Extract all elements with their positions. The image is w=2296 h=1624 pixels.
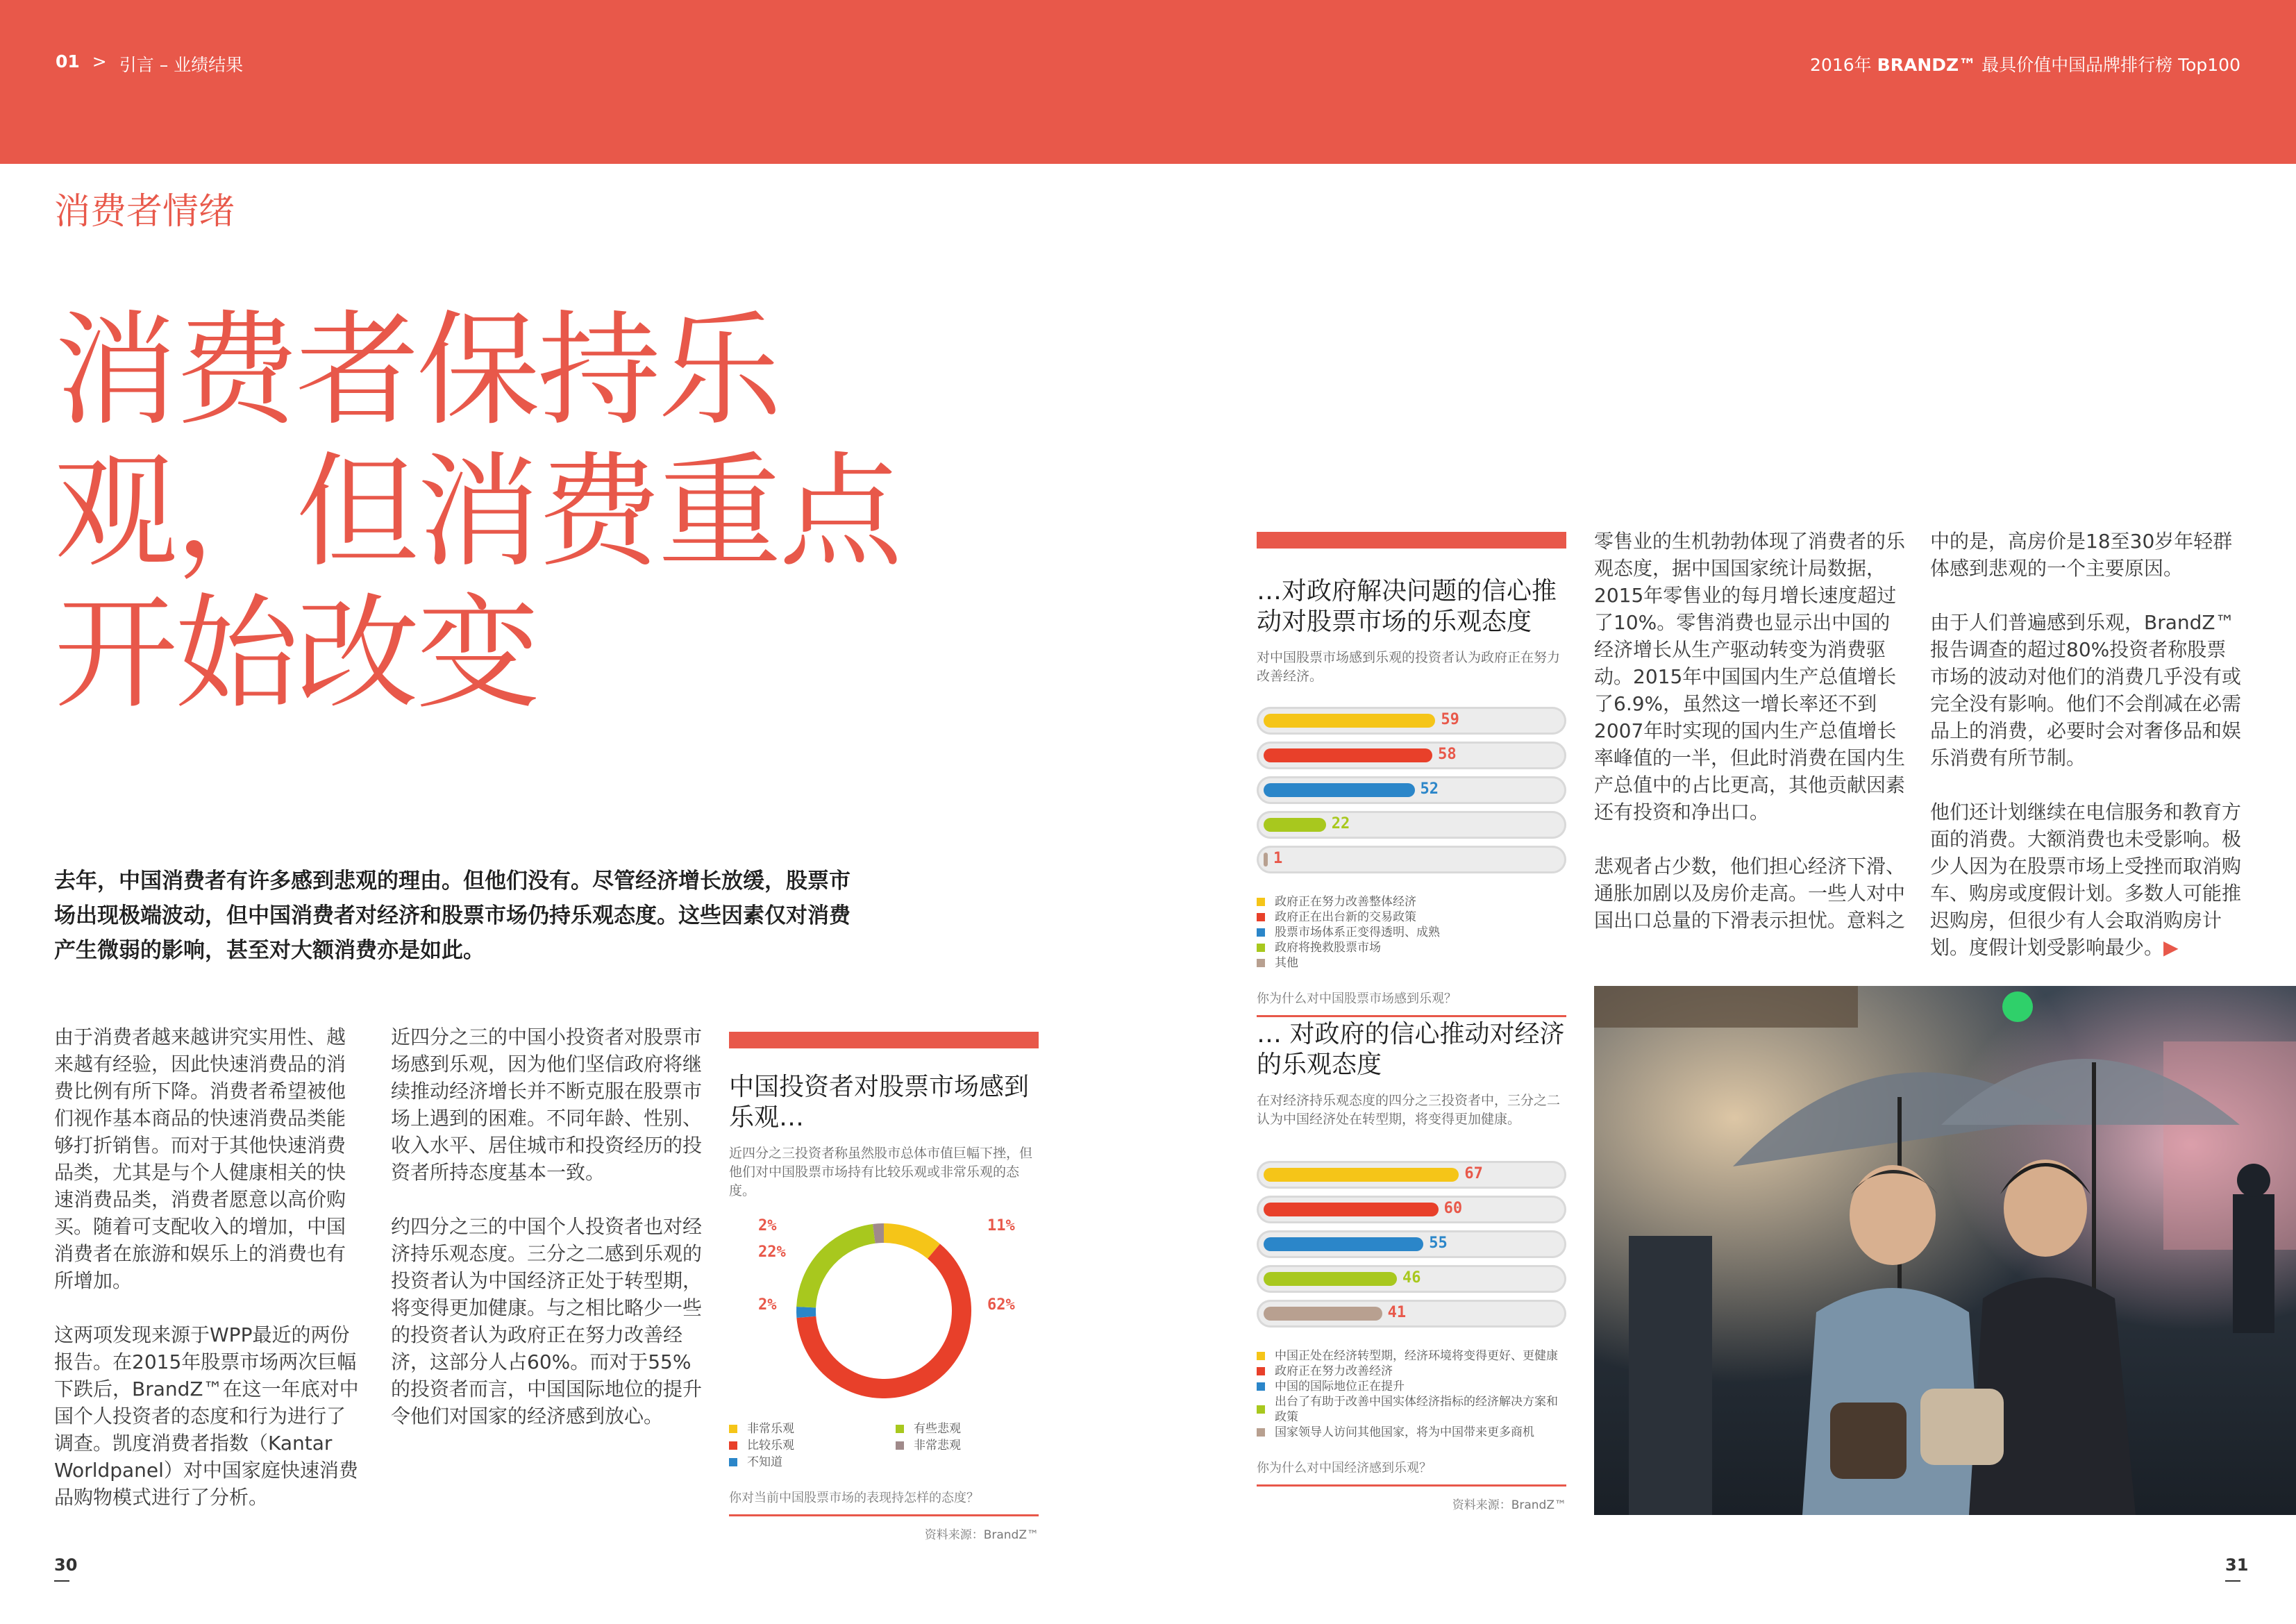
legend-swatch (729, 1425, 737, 1433)
legend-item (1257, 1425, 1566, 1440)
legend-swatch (896, 1425, 904, 1433)
donut-label: 2% (758, 1217, 777, 1234)
legend-swatch (729, 1458, 737, 1466)
bar-chart-2 (1257, 1161, 1566, 1328)
legend-swatch (729, 1441, 737, 1450)
headline (54, 300, 998, 725)
legend-swatch (1257, 1382, 1265, 1391)
donut-label: 62% (987, 1296, 1015, 1314)
legend-item (729, 1421, 896, 1437)
legend-label: 比较乐观 (747, 1439, 794, 1453)
paragraph-text: 他们还计划继续在电信服务和教育方面的消费。大额消费也未受影响。极少人因为在股票市场上受挫而取消购车、购房或度假计划。多数人可能推迟购房，但很少有人会取消购房计划。度假计划受影响最少。 (1930, 801, 2242, 959)
bar-value-label: 60 (1443, 1200, 1463, 1217)
legend-label: 股票市场体系正变得透明、成熟 (1275, 926, 1440, 939)
legend-item (1257, 955, 1566, 971)
legend-item (1257, 910, 1566, 925)
legend-label: 中国的国际地位正在提升 (1275, 1380, 1405, 1393)
bar-value-label: 52 (1420, 780, 1439, 798)
chart-source: 资料来源：BrandZ™ (1452, 1498, 1566, 1512)
body-column-3 (1594, 528, 1905, 934)
donut-slice (806, 1251, 962, 1389)
headline-line-3: 开始改变 (54, 582, 537, 726)
legend-label: 其他 (1275, 956, 1298, 970)
legend-item (1257, 1379, 1566, 1394)
legend-swatch (1257, 898, 1265, 906)
legend-swatch (1257, 1405, 1265, 1414)
legend-label: 中国正处在经济转型期，经济环境将变得更好、更健康 (1275, 1349, 1558, 1363)
bar-track (1257, 707, 1566, 735)
bar (1264, 783, 1415, 797)
headline-line-1: 消费者保持乐 (54, 299, 779, 442)
legend-item (1257, 940, 1566, 955)
bar (1264, 1168, 1459, 1182)
bar-value-label: 59 (1441, 711, 1459, 728)
legend-item (896, 1438, 1034, 1453)
chart-title: 中国投资者对股票市场感到乐观… (729, 1073, 1030, 1132)
chart-source: 资料来源：BrandZ™ (924, 1528, 1039, 1542)
bar (1264, 1272, 1397, 1286)
legend-label: 政府正在出台新的交易政策 (1275, 910, 1416, 924)
bar-chart-1-block (1257, 532, 1566, 1017)
legend-swatch (1257, 959, 1265, 967)
header-band (0, 0, 2296, 164)
legend-swatch (1257, 1428, 1265, 1437)
donut-label: 2% (758, 1296, 777, 1314)
paragraph: 由于人们普遍感到乐观，BrandZ™报告调查的超过80%投资者称股票市场的波动对他们的消费几乎没有或完全没有影响。他们不会削减在必需品上的消费，必要时会对奢侈品和娱乐消费有所节制。 (1930, 611, 2242, 769)
legend-label: 政府正在努力改善经济 (1275, 1364, 1393, 1378)
report-title (1810, 51, 2240, 76)
bar-track (1257, 1161, 1566, 1189)
chart-legend (1257, 1348, 1566, 1440)
paragraph: 由于消费者越来越讲究实用性、越来越有经验，因此快速消费品的消费比例有所下降。消费者希望被他们视作基本商品的快速消费品类能够打折销售。而对于其他快速消费品类，尤其是与个人健康相关的快速消费品类，消费者愿意以高价购买。随着可支配收入的增加，中国消费者在旅游和娱乐上的消费也有所增加。 (54, 1026, 346, 1292)
section-number: 01 (56, 51, 80, 72)
bar (1264, 1203, 1439, 1216)
bar (1264, 1307, 1382, 1321)
bar-track (1257, 1300, 1566, 1328)
legend-item (729, 1438, 896, 1453)
breadcrumb (56, 51, 243, 76)
paragraph: 约四分之三的中国个人投资者也对经济持乐观态度。三分之二感到乐观的投资者认为中国经济正处于转型期，将变得更加健康。与之相比略少一些的投资者认为政府正在努力改善经济，这部分人占60%。而对于55%的投资者而言，中国国际地位的提升令他们对国家的经济感到放心。 (391, 1215, 703, 1428)
chart-subtitle: 近四分之三投资者称虽然股市总体市值巨幅下挫，但他们对中国股票市场持有比较乐观或非常乐观的态度。 (729, 1146, 1033, 1198)
chart-accent-bar (1257, 532, 1566, 549)
legend-item (1257, 894, 1566, 910)
paragraph: 零售业的生机勃勃体现了消费者的乐观态度，据中国国家统计局数据，2015年零售业的每月增长速度超过了10%。零售消费也显示出中国的经济增长从生产驱动转变为消费驱动。2015年中国国内生产总值增长了6.9%，虽然这一增长率还不到2007年时实现的国内生产总值增长率峰值的一半，但此时消费在国内生产总值中的占比更高，其他贡献因素还有投资和净出口。 (1594, 530, 1906, 823)
bar-value-label: 55 (1429, 1234, 1448, 1252)
donut-slice (874, 1233, 884, 1234)
chart-subtitle: 对中国股票市场感到乐观的投资者认为政府正在努力改善经济。 (1257, 650, 1561, 684)
legend-item (896, 1421, 1034, 1437)
paragraph: 中的是，高房价是18至30岁年轻群体感到悲观的一个主要原因。 (1930, 530, 2233, 580)
end-arrow-icon: ▶ (2163, 936, 2179, 959)
legend-label: 有些悲观 (914, 1422, 961, 1436)
bar (1264, 1237, 1423, 1251)
bar-value-label: 41 (1387, 1304, 1407, 1321)
donut-slice (806, 1234, 874, 1307)
legend-label: 非常悲观 (914, 1439, 961, 1453)
section-title: 消费者情绪 (54, 191, 235, 233)
chart-question: 你为什么对中国经济感到乐观？ (1257, 1458, 1566, 1487)
chart-legend (1257, 894, 1566, 971)
page-number-left: 30 (54, 1555, 77, 1582)
legend-swatch (1257, 1367, 1265, 1375)
legend-label: 不知道 (747, 1455, 782, 1469)
bar-value-label: 46 (1402, 1269, 1421, 1287)
bar-track (1257, 1196, 1566, 1223)
headline-line-2: 观，但消费重点 (54, 440, 900, 584)
legend-item (729, 1455, 896, 1470)
donut-chart (729, 1210, 1039, 1412)
paragraph (1930, 798, 2241, 961)
legend-item (1257, 1364, 1566, 1379)
photo-illustration (1594, 986, 2296, 1515)
donut-label: 11% (987, 1217, 1015, 1234)
chart-accent-bar (729, 1032, 1039, 1048)
legend-label: 政府将挽救股票市场 (1275, 941, 1381, 955)
legend-item (1257, 1348, 1566, 1364)
legend-label: 国家领导人访问其他国家，将为中国带来更多商机 (1275, 1425, 1534, 1439)
bar-value-label: 22 (1331, 815, 1350, 832)
report-year: 2016年 (1810, 55, 1872, 75)
donut-slice (884, 1233, 934, 1251)
paragraph: 这两项发现来源于WPP最近的两份报告。在2015年股票市场两次巨幅下跌后，BrandZ™在这一年底对中国个人投资者的态度和行为进行了调查。凯度消费者指数（Kantar Worldpanel）对中国家庭快速消费品购物模式进行了分析。 (54, 1323, 359, 1509)
chart-title: …对政府解决问题的信心推动对股票市场的乐观态度 (1257, 577, 1557, 636)
chart-subtitle: 在对经济持乐观态度的四分之三投资者中，三分之二认为中国经济处在转型期，将变得更加健康。 (1257, 1093, 1561, 1127)
body-column-4 (1930, 528, 2241, 961)
bar (1264, 853, 1268, 867)
donut-chart-block (729, 1032, 1039, 1542)
bar-track (1257, 846, 1566, 873)
paragraph: 悲观者占少数，他们担心经济下滑、通胀加剧以及房价走高。一些人对中国出口总量的下滑表示担忧。意料之 (1594, 855, 1906, 932)
bar-chart-1 (1257, 707, 1566, 873)
bar (1264, 748, 1432, 762)
legend-label: 出台了有助于改善中国实体经济指标的经济解决方案和政策 (1275, 1395, 1558, 1424)
bar (1264, 818, 1326, 832)
legend-label: 非常乐观 (747, 1422, 794, 1436)
bar-value-label: 1 (1273, 850, 1283, 867)
breadcrumb-separator: > (92, 51, 107, 72)
photo-women-with-umbrellas (1594, 986, 2296, 1515)
bar-track (1257, 1230, 1566, 1258)
bar-chart-2-block (1257, 1019, 1566, 1512)
bar (1264, 714, 1435, 728)
bar-value-label: 67 (1464, 1165, 1483, 1182)
legend-swatch (1257, 1352, 1265, 1360)
bar-track (1257, 1265, 1566, 1293)
legend-item (1257, 1394, 1566, 1425)
legend-label: 政府正在努力改善整体经济 (1275, 895, 1416, 909)
bar-track (1257, 742, 1566, 769)
legend-swatch (896, 1441, 904, 1450)
chart-question: 你对当前中国股票市场的表现持怎样的态度？ (729, 1488, 1039, 1516)
bar-value-label: 58 (1438, 746, 1457, 763)
intro-paragraph: 去年，中国消费者有许多感到悲观的理由。但他们没有。尽管经济增长放缓，股票市场出现极端波动，但中国消费者对经济和股票市场仍持乐观态度。这些因素仅对消费产生微弱的影响，甚至对大额消费亦是如此。 (54, 869, 850, 963)
paragraph: 近四分之三的中国小投资者对股票市场感到乐观，因为他们坚信政府将继续推动经济增长并不断克服在股票市场上遇到的困难。不同年龄、性别、收入水平、居住城市和投资经历的投资者所持态度基本一致。 (391, 1026, 703, 1184)
bar-track (1257, 776, 1566, 804)
bar-track (1257, 811, 1566, 839)
body-column-1 (54, 1023, 360, 1511)
report-name: 最具价值中国品牌排行榜 Top100 (1981, 55, 2240, 75)
donut-label: 22% (758, 1244, 786, 1261)
chart-title: … 对政府的信心推动对经济的乐观态度 (1257, 1020, 1565, 1079)
brandz-logo: BRANDZ™ (1877, 55, 1977, 75)
chart-question: 你为什么对中国股票市场感到乐观？ (1257, 989, 1566, 1017)
legend-swatch (1257, 928, 1265, 937)
legend-item (1257, 925, 1566, 940)
body-column-2 (391, 1023, 702, 1430)
page-number-right: 31 (2225, 1555, 2248, 1582)
chart-legend (729, 1421, 1039, 1470)
breadcrumb-label: 引言 – 业绩结果 (119, 55, 244, 75)
legend-swatch (1257, 913, 1265, 921)
legend-swatch (1257, 944, 1265, 952)
